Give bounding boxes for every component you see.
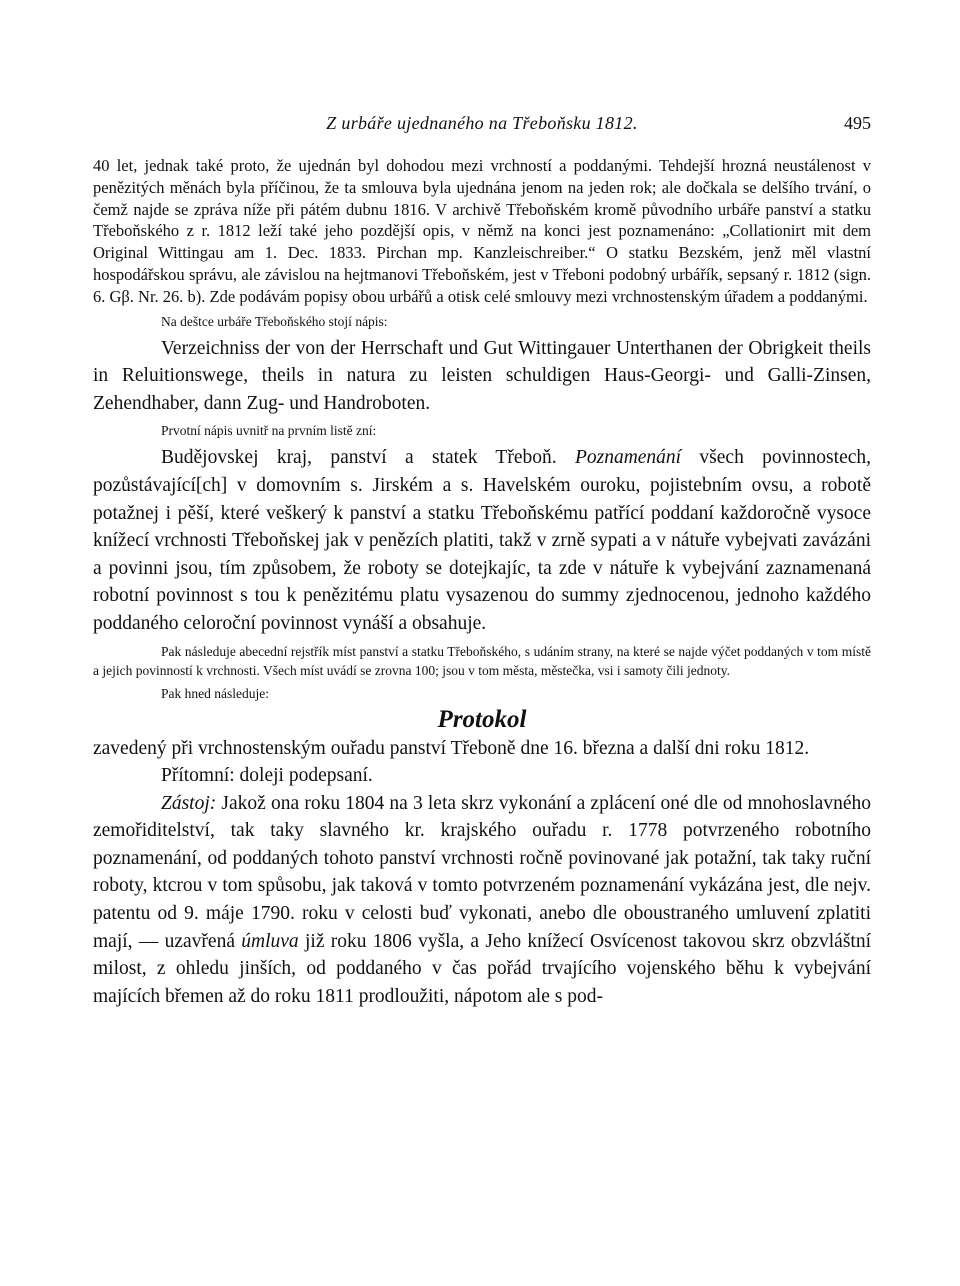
czech-title-italic: Poznamenání bbox=[574, 447, 682, 469]
protokol-heading: Protokol bbox=[437, 705, 527, 733]
german-title-paragraph: Verzeichniss der von der Herrschaft und Gut Wittingauer Unterthanen der Obrigkeit theils in Reluitionswege, theils in natura zu leisten schuldigen Haus-Georgi- und Galli-Zinsen, Zehendhaber, dann Zug- und Handroboten. bbox=[93, 337, 871, 414]
note-first-page-inscription: Prvotní nápis uvnitř na prvním listě zní: bbox=[161, 423, 377, 439]
intro-paragraph: 40 let, jednak také proto, že ujednán byl dohodou mezi vrchností a poddanými. Tehdejší hrozná neustálenost v penězitých měnách byla příčinou, že ta smlouva byla ujednána jenom na jeden rok; ale dočkala se delšího trvání, o čemž najde se zpráva níže při pátém dubnu 1816. V archivě Třeboňském kromě původního urbáře panství a statku Třeboňského z r. 1812 leží také jeho pozdější opis, v němž na konci jest poznamenáno: „Collationirt mit dem Original Wittingau am 1. Dec. 1833. Pirchan mp. Kanzleischreiber.“ O statku Bezském, jenž měl vlastní hospodářskou správu, ale závislou na hejtmanovi Třeboňském, jest v Třeboni podobný urbářík, sepsaný r. 1812 (sign. 6. Gβ. Nr. 26. b). Zde podávám popisy obou urbářů a otisk celé smlouvy mezi vrchnostenským úřadem a poddanými. bbox=[93, 156, 871, 306]
running-title: Z urbáře ujednaného na Třeboňsku 1812. bbox=[326, 113, 638, 133]
page-header bbox=[93, 113, 871, 139]
czech-title-paragraph bbox=[93, 444, 871, 637]
note-cover-inscription: Na deštce urbáře Třeboňského stojí nápis: bbox=[161, 313, 388, 329]
protokol-intro: zavedený při vrchnostenským ouřadu panství Třeboně dne 16. března a další dni roku 1812. bbox=[93, 737, 810, 759]
note-following: Pak hned následuje: bbox=[161, 685, 269, 701]
czech-title-rest: všech povinnostech, pozůstávající[ch] v domovním s. Jirském a s. Havelském ouroku, pojistebním ovsu, a robotě potažnej i pěší, které veškerý k panství a statku Třeboňskému patřící poddaní každoročně vysoce knížecí vrchnosti Třeboňskej jak v penězích platiti, takž v zrně sypati a v nátuře vybejvati zavázáni a povinni jsou, tím způsobem, že roboty se dotejkajíc, ta zde v nátuře k vybejvání zaznamenaná robotní povinnost s tou k penězitému platu vysazenou do summy zjednocenou, jednoho každého poddaného celoroční povinnost vynáší a obsahuje. bbox=[93, 447, 871, 634]
note-index: Pak následuje abecední rejstřík míst panství a statku Třeboňského, s udáním strany, na které se najde výčet poddaných v tom místě a jejich povinností k vrchnosti. Všech míst uvádí se zrovna 100; jsou v tom města, městečka, vsi i samoty čili jednoty. bbox=[93, 643, 871, 678]
page-number: 495 bbox=[844, 113, 871, 133]
zastoj-label: Zástoj: bbox=[161, 792, 217, 814]
protokol-zastoj-paragraph bbox=[93, 790, 871, 1011]
protokol-present: Přítomní: doleji podepsaní. bbox=[161, 765, 373, 787]
zastoj-text: Jakož ona roku 1804 na 3 leta skrz vykonání a zplácení oné dle od mnohoslavného zemořiditelství, tak taky slavného kr. krajského ouřadu r. 1778 potvrzeného robotního poznamenání, od poddaných tohoto panství vrchnosti ročně povinované jak potažní, tak taky ruční roboty, ktcrou v tom spůsobu, jak taková v tomto potvrzeném poznamenání vykázána jest, dle nejv. patentu od 9. máje 1790. roku v celosti buď vykonati, anebo dle oboustraného umluvení zplatiti mají, — uzavřená bbox=[93, 792, 871, 952]
czech-title-lead: Budějovskej kraj, panství a statek Třeboň. bbox=[161, 447, 575, 469]
umluva-italic: úmluva bbox=[241, 930, 299, 952]
zastoj-end: již roku 1806 vyšla, a Jeho knížecí Osvícenost takovou skrz obzvláštní milost, z ohledu jinších, od poddaného v čas pořád trvajícího vojenského běhu k vybejvání majících břemen až do roku 1811 prodloužiti, nápotom ale s pod- bbox=[93, 930, 871, 1007]
page-body bbox=[93, 155, 871, 1010]
